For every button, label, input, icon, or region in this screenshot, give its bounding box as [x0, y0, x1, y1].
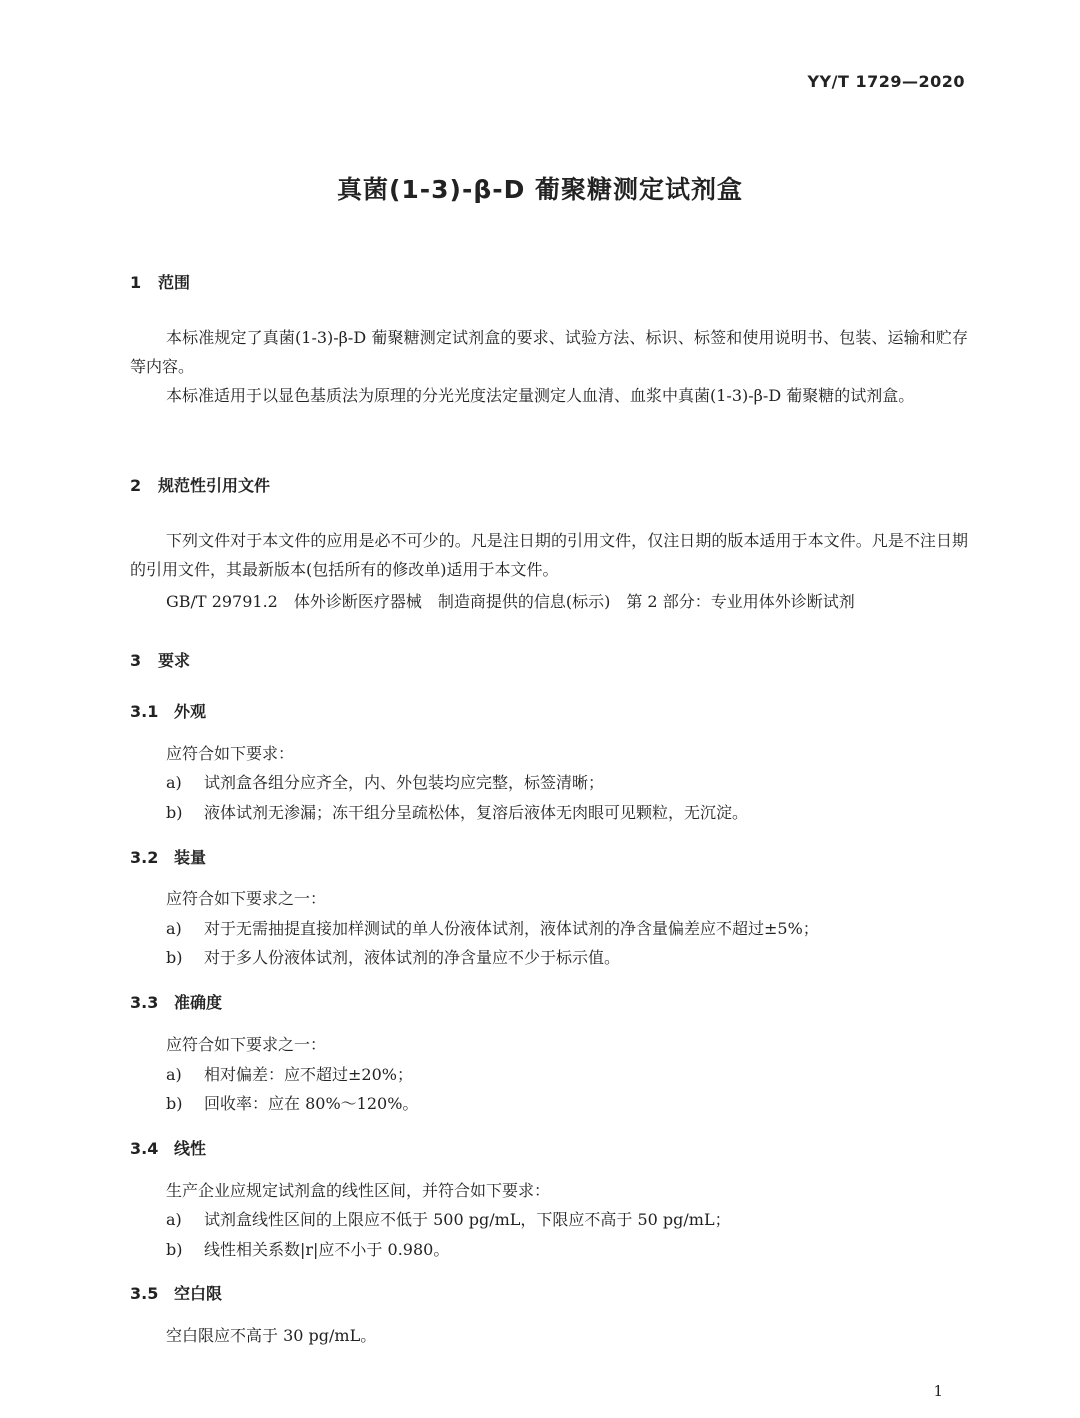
section-3-1-heading: [130, 699, 206, 722]
section-title: 要求: [158, 651, 191, 670]
list-text: 对于多人份液体试剂，液体试剂的净含量应不少于标示值。: [204, 948, 621, 967]
section-number: 3.3: [130, 993, 159, 1012]
section-number: 3.2: [130, 848, 159, 867]
section-number: 3.5: [130, 1284, 159, 1303]
section-3-heading: [130, 648, 190, 671]
list-text: 试剂盒各组分应齐全，内、外包装均应完整，标签清晰；: [204, 773, 605, 792]
list-text: 相对偏差：应不超过±20%；: [204, 1065, 413, 1084]
section-title: 装量: [174, 848, 207, 867]
list-marker: b): [166, 948, 183, 967]
section-3-3-heading: [130, 990, 222, 1013]
section-title: 线性: [174, 1139, 207, 1158]
section-3-3-intro: 应符合如下要求之一：: [166, 1035, 327, 1054]
section-title: 空白限: [174, 1284, 223, 1303]
standard-code: YY/T 1729—2020: [807, 72, 965, 91]
list-marker: b): [166, 1094, 183, 1113]
document-title: 真菌(1-3)-β-D 葡聚糖测定试剂盒: [336, 175, 744, 204]
list-marker: a): [166, 919, 182, 938]
section-title: 规范性引用文件: [158, 476, 271, 495]
section-number: 3.1: [130, 702, 159, 721]
normative-reference: GB/T 29791.2 体外诊断医疗器械 制造商提供的信息(标示) 第 2 部分：专业用体外诊断试剂: [166, 592, 855, 611]
list-item: [166, 1091, 418, 1114]
list-item: [166, 800, 748, 823]
section-3-2-heading: [130, 845, 206, 868]
section-title: 准确度: [174, 993, 223, 1012]
list-text: 线性相关系数|r|应不小于 0.980。: [204, 1240, 450, 1259]
list-item: [166, 945, 620, 968]
list-marker: a): [166, 1065, 182, 1084]
list-text: 试剂盒线性区间的上限应不低于 500 pg/mL，下限应不高于 50 pg/mL；: [204, 1210, 731, 1229]
list-item: [166, 1237, 449, 1260]
list-text: 液体试剂无渗漏；冻干组分呈疏松体，复溶后液体无肉眼可见颗粒，无沉淀。: [204, 803, 749, 822]
list-marker: a): [166, 773, 182, 792]
section-3-5-text: 空白限应不高于 30 pg/mL。: [166, 1326, 377, 1345]
list-item: [166, 770, 604, 793]
list-marker: b): [166, 1240, 183, 1259]
section-number: 3.4: [130, 1139, 159, 1158]
section-1-paragraph-1: 本标准规定了真菌(1-3)-β-D 葡聚糖测定试剂盒的要求、试验方法、标识、标签和使用说明书、包装、运输和贮存等内容。: [130, 328, 968, 376]
section-number: 3: [130, 651, 142, 670]
section-1-heading: [130, 270, 190, 293]
section-1-paragraph-2: 本标准适用于以显色基质法为原理的分光光度法定量测定人血清、血浆中真菌(1-3)-β-D 葡聚糖的试剂盒。: [166, 386, 915, 405]
section-3-2-intro: 应符合如下要求之一：: [166, 889, 327, 908]
page-number: 1: [933, 1382, 943, 1400]
section-number: 1: [130, 273, 142, 292]
list-text: 对于无需抽提直接加样测试的单人份液体试剂，液体试剂的净含量偏差应不超过±5%；: [204, 919, 819, 938]
list-item: [166, 916, 819, 939]
section-2-paragraph: 下列文件对于本文件的应用是必不可少的。凡是注日期的引用文件，仅注日期的版本适用于本文件。凡是不注日期的引用文件，其最新版本(包括所有的修改单)适用于本文件。: [130, 531, 968, 579]
section-number: 2: [130, 476, 142, 495]
list-marker: a): [166, 1210, 182, 1229]
section-3-4-intro: 生产企业应规定试剂盒的线性区间，并符合如下要求：: [166, 1181, 551, 1200]
section-3-4-heading: [130, 1136, 206, 1159]
list-text: 回收率：应在 80%～120%。: [204, 1094, 419, 1113]
list-item: [166, 1207, 731, 1230]
section-3-1-intro: 应符合如下要求：: [166, 744, 295, 763]
section-2-heading: [130, 473, 270, 496]
list-marker: b): [166, 803, 183, 822]
section-title: 外观: [174, 702, 207, 721]
list-item: [166, 1062, 413, 1085]
section-3-5-heading: [130, 1281, 222, 1304]
section-title: 范围: [158, 273, 191, 292]
